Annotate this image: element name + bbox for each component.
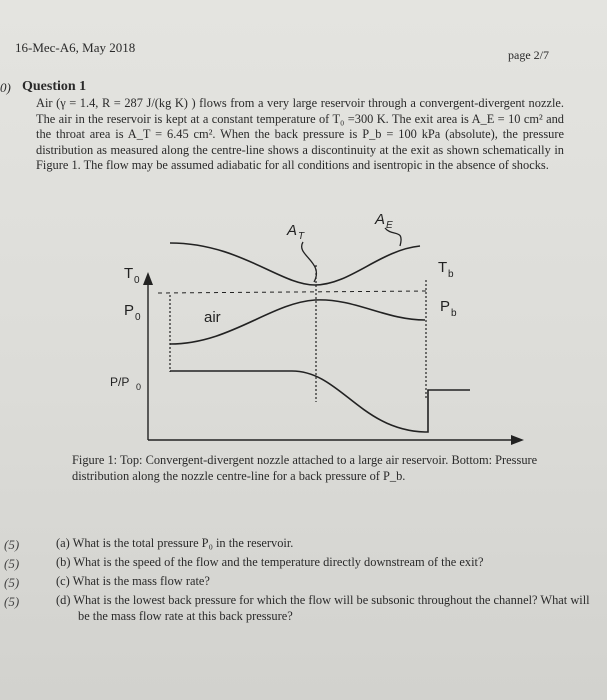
nozzle-figure xyxy=(0,190,607,450)
label-reservoir-pressure: P xyxy=(124,302,135,319)
label-y-axis: P/P xyxy=(110,375,130,389)
label-air: air xyxy=(204,309,221,326)
part-d-text: What is the lowest back pressure for which the flow will be subsonic throughout the channel? What will be the mass flow rate at this back pressure? xyxy=(73,593,590,623)
label-exit-sub: E xyxy=(386,220,393,231)
part-a xyxy=(0,535,600,551)
label-back-temp: T xyxy=(438,259,448,276)
part-a-marks: (5) xyxy=(4,537,20,552)
course-header: 16-Mec-A6, May 2018 xyxy=(15,40,136,55)
label-throat-area: A xyxy=(287,222,298,239)
part-c xyxy=(0,573,600,589)
margin-number: 0) xyxy=(0,80,11,95)
x-axis-arrow-icon xyxy=(511,435,524,445)
figure-caption: Figure 1: Top: Convergent-divergent nozzle attached to a large air reservoir. Bottom: Pressure distribution along the nozzle centre-line for a back pressure of P_b. xyxy=(72,453,538,483)
nozzle-upper-wall xyxy=(170,243,420,285)
pressure-curve xyxy=(170,371,470,432)
question-text: Air (γ = 1.4, R = 287 J/(kg K) ) flows from a very large reservoir through a convergent-divergent nozzle. The air in the reservoir is kept at a constant temperature of T₀ =300 K. The exit area is A_E = 10 cm² and the throat area is A_T = 6.45 cm². When the back pressure is P_b = 100 kPa (absolute), the pressure distribution as measured along the centre-line shows a discontinuity at the exit as shown schematically in Figure 1. The flow may be assumed adiabatic for all conditions and isentropic in the absence of shocks. xyxy=(36,96,564,172)
part-a-label: (a) xyxy=(56,536,70,550)
label-back-pressure-sub: b xyxy=(451,308,457,319)
question-parts xyxy=(0,535,600,624)
part-b xyxy=(0,554,600,570)
label-reservoir-pressure-sub: 0 xyxy=(135,312,141,323)
label-y-axis-sub: 0 xyxy=(136,382,142,392)
part-c-label: (c) xyxy=(56,574,70,588)
label-back-temp-sub: b xyxy=(448,269,454,280)
label-throat-sub: T xyxy=(298,231,305,242)
question-title: Question 1 xyxy=(22,79,87,94)
part-b-label: (b) xyxy=(56,555,71,569)
label-back-pressure: P xyxy=(440,298,451,315)
y-axis-arrow-icon xyxy=(143,272,153,285)
label-reservoir-temp: T xyxy=(124,265,134,282)
centre-line xyxy=(158,291,430,293)
label-reservoir-temp-sub: 0 xyxy=(134,275,140,286)
label-exit-area: A xyxy=(375,211,386,228)
part-c-text: What is the mass flow rate? xyxy=(72,574,210,588)
throat-arrow xyxy=(302,242,317,282)
part-d-label: (d) xyxy=(56,593,71,607)
part-b-marks: (5) xyxy=(4,556,20,571)
part-b-text: What is the speed of the flow and the temperature directly downstream of the exit? xyxy=(73,555,484,569)
part-d xyxy=(0,592,600,624)
page-number: page 2/7 xyxy=(508,48,549,62)
part-c-marks: (5) xyxy=(4,575,20,590)
part-d-marks: (5) xyxy=(4,594,20,609)
part-a-text: What is the total pressure P₀ in the reservoir. xyxy=(72,536,294,550)
